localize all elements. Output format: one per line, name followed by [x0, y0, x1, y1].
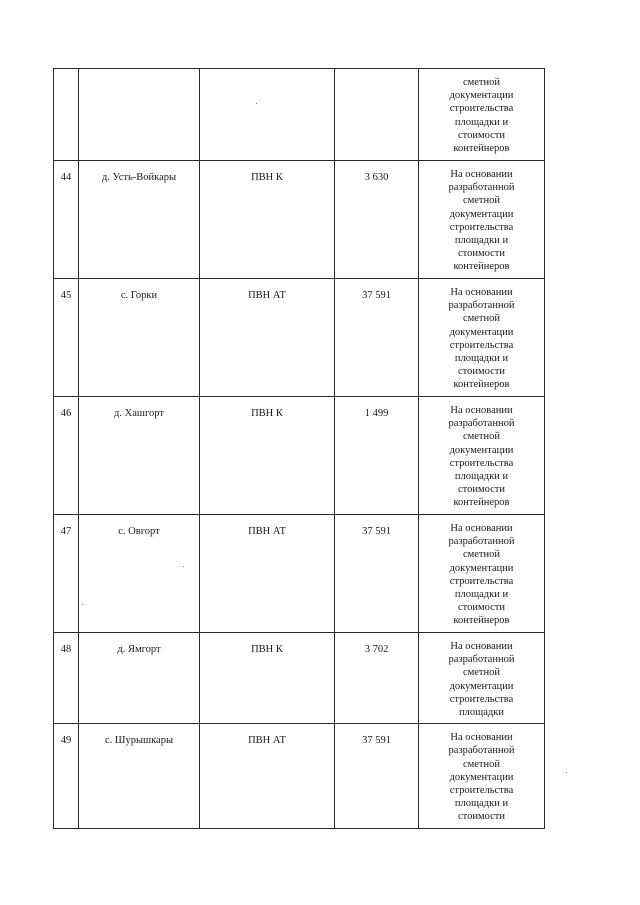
row-number-cell: 44: [54, 161, 79, 279]
basis-line: контейнеров: [453, 143, 510, 155]
basis-line: стоимости: [457, 366, 505, 378]
scan-speck: [82, 604, 83, 605]
basis-line: площадки: [459, 707, 504, 719]
basis-cell: [419, 633, 545, 724]
cost-cell: 37 591: [335, 515, 419, 633]
basis-line: документации: [449, 326, 514, 338]
row-number-cell: 48: [54, 633, 79, 724]
scan-speck: [256, 103, 257, 104]
settlements-table: [53, 68, 545, 829]
table-row: [54, 161, 545, 279]
basis-line: площадки и: [454, 116, 509, 128]
cost-cell: 37 591: [335, 279, 419, 397]
row-number-cell: [54, 69, 79, 161]
basis-line: строительства: [449, 693, 514, 705]
scan-speck: [183, 566, 184, 567]
basis-line: стоимости: [457, 484, 505, 496]
basis-cell: [419, 69, 545, 161]
basis-line: контейнеров: [453, 379, 510, 391]
cost-cell: [335, 69, 419, 161]
table-row: [54, 515, 545, 633]
basis-line: документации: [449, 771, 514, 783]
basis-line: разработанной: [448, 182, 515, 194]
basis-line: площадки и: [454, 798, 509, 810]
basis-line: строительства: [449, 785, 514, 797]
basis-line: документации: [449, 444, 514, 456]
basis-line: стоимости: [457, 811, 505, 823]
type-cell: ПВН АТ: [200, 279, 335, 397]
basis-line: На основании: [450, 523, 513, 534]
basis-cell: [419, 279, 545, 397]
basis-line: разработанной: [448, 745, 515, 757]
basis-line: сметной: [462, 195, 501, 207]
scan-speck: [566, 772, 567, 773]
basis-line: строительства: [449, 339, 514, 351]
basis-line: стоимости: [457, 602, 505, 614]
row-number-cell: 47: [54, 515, 79, 633]
cost-cell: 3 630: [335, 161, 419, 279]
cost-cell: 37 591: [335, 724, 419, 828]
basis-line: документации: [449, 90, 514, 102]
basis-line: На основании: [450, 732, 513, 744]
basis-cell: [419, 515, 545, 633]
basis-line: площадки и: [454, 353, 509, 365]
basis-cell: [419, 724, 545, 828]
basis-line: стоимости: [457, 248, 505, 260]
basis-cell: [419, 397, 545, 515]
basis-cell: [419, 161, 545, 279]
type-cell: [200, 69, 335, 161]
basis-line: сметной: [462, 549, 501, 561]
basis-line: разработанной: [448, 418, 515, 430]
basis-line: сметной: [462, 77, 501, 88]
table-row: [54, 724, 545, 828]
settlement-cell: д. Ямгорт: [79, 633, 200, 724]
basis-line: строительства: [449, 575, 514, 587]
basis-line: площадки и: [454, 235, 509, 247]
basis-line: строительства: [449, 221, 514, 233]
basis-line: сметной: [462, 758, 501, 770]
basis-line: строительства: [449, 103, 514, 115]
type-cell: ПВН АТ: [200, 724, 335, 828]
settlement-cell: с. Шурышкары: [79, 724, 200, 828]
row-number-cell: 46: [54, 397, 79, 515]
basis-line: контейнеров: [453, 261, 510, 273]
basis-line: документации: [449, 680, 514, 692]
type-cell: ПВН АТ: [200, 515, 335, 633]
basis-line: сметной: [462, 667, 501, 679]
basis-line: контейнеров: [453, 615, 510, 627]
row-number-cell: 49: [54, 724, 79, 828]
basis-line: разработанной: [448, 654, 515, 666]
basis-line: разработанной: [448, 300, 515, 312]
settlement-cell: [79, 69, 200, 161]
settlement-cell: д. Усть-Войкары: [79, 161, 200, 279]
basis-line: документации: [449, 562, 514, 574]
type-cell: ПВН К: [200, 161, 335, 279]
row-number-cell: 45: [54, 279, 79, 397]
basis-line: контейнеров: [453, 497, 510, 509]
basis-line: сметной: [462, 313, 501, 325]
type-cell: ПВН К: [200, 633, 335, 724]
table-row: [54, 633, 545, 724]
basis-line: На основании: [450, 169, 513, 180]
cost-cell: 3 702: [335, 633, 419, 724]
table-row: [54, 69, 545, 161]
table-row: [54, 397, 545, 515]
table-row: [54, 279, 545, 397]
settlement-cell: с. Горки: [79, 279, 200, 397]
basis-line: стоимости: [457, 129, 505, 141]
cost-cell: 1 499: [335, 397, 419, 515]
basis-line: строительства: [449, 457, 514, 469]
type-cell: ПВН К: [200, 397, 335, 515]
basis-line: площадки и: [454, 471, 509, 483]
basis-line: На основании: [450, 641, 513, 652]
settlement-cell: д. Хашгорт: [79, 397, 200, 515]
basis-line: разработанной: [448, 536, 515, 548]
basis-line: На основании: [450, 405, 513, 416]
basis-line: На основании: [450, 287, 513, 298]
basis-line: документации: [449, 208, 514, 220]
basis-line: площадки и: [454, 589, 509, 601]
basis-line: сметной: [462, 431, 501, 443]
settlement-cell: с. Овгорт: [79, 515, 200, 633]
